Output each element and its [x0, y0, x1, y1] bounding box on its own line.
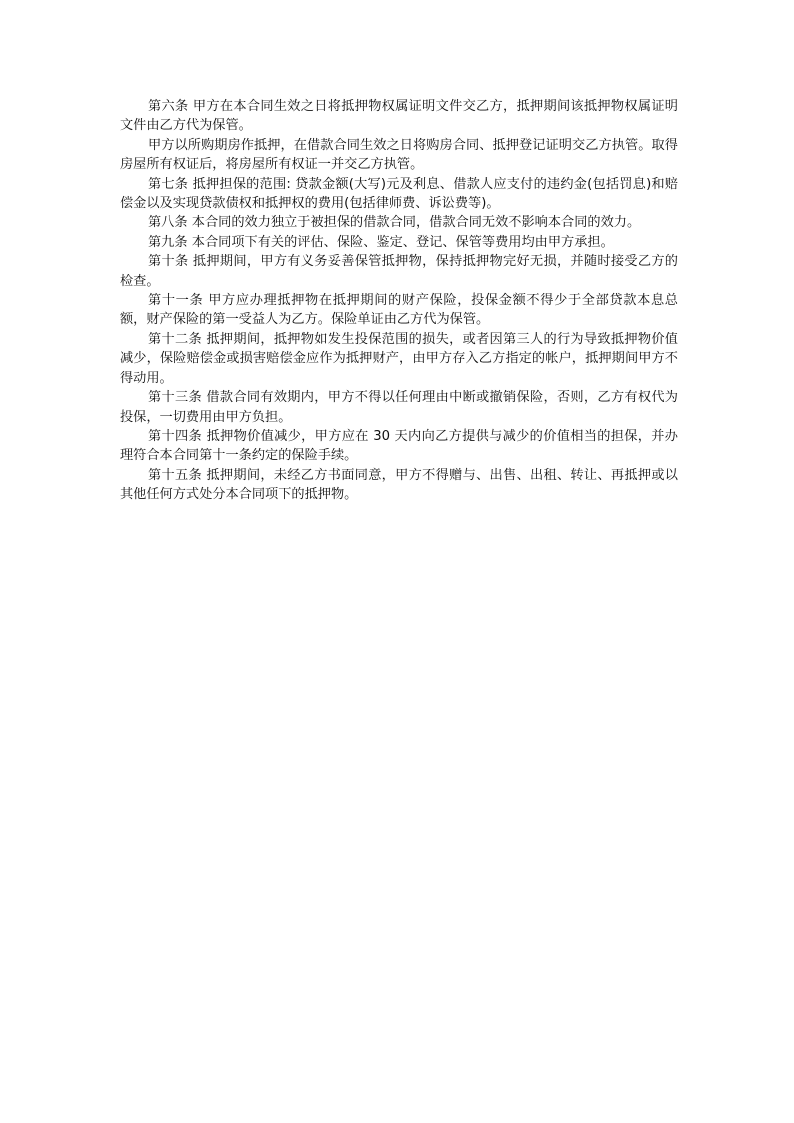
paragraph-article-10: 第十条 抵押期间，甲方有义务妥善保管抵押物，保持抵押物完好无损，并随时接受乙方的检查。 [120, 254, 678, 289]
paragraph-article-12: 第十二条 抵押期间，抵押物如发生投保范围的损失，或者因第三人的行为导致抵押物价值减少，保险赔偿金或损害赔偿金应作为抵押财产，由甲方存入乙方指定的帐户，抵押期间甲方不得动用。 [120, 331, 678, 386]
paragraph-article-11: 第十一条 甲方应办理抵押物在抵押期间的财产保险，投保金额不得少于全部贷款本息总额，财产保险的第一受益人为乙方。保险单证由乙方代为保管。 [120, 293, 678, 328]
contract-body [120, 97, 678, 505]
paragraph-article-14: 第十四条 抵押物价值减少，甲方应在 30 天内向乙方提供与减少的价值相当的担保，并办理符合本合同第十一条约定的保险手续。 [120, 428, 678, 464]
paragraph-article-8: 第八条 本合同的效力独立于被担保的借款合同，借款合同无效不影响本合同的效力。 [148, 215, 641, 231]
paragraph-article-6-forward-house: 甲方以所购期房作抵押，在借款合同生效之日将购房合同、抵押登记证明交乙方执管。取得房屋所有权证后，将房屋所有权证一并交乙方执管。 [120, 137, 678, 173]
paragraph-article-13: 第十三条 借款合同有效期内，甲方不得以任何理由中断或撤销保险，否则，乙方有权代为投保，一切费用由甲方负担。 [120, 390, 678, 425]
paragraph-article-7: 第七条 抵押担保的范围: 贷款金额(大写)元及利息、借款人应支付的违约金(包括罚息)和赔偿金以及实现贷款债权和抵押权的费用(包括律师费、诉讼费等)。 [120, 176, 678, 212]
paragraph-article-6: 第六条 甲方在本合同生效之日将抵押物权属证明文件交乙方，抵押期间该抵押物权属证明文件由乙方代为保管。 [120, 99, 678, 134]
paragraph-article-9: 第九条 本合同项下有关的评估、保险、鉴定、登记、保管等费用均由甲方承担。 [148, 234, 614, 250]
paragraph-article-15: 第十五条 抵押期间，未经乙方书面同意，甲方不得赠与、出售、出租、转让、再抵押或以其他任何方式处分本合同项下的抵押物。 [120, 467, 678, 503]
